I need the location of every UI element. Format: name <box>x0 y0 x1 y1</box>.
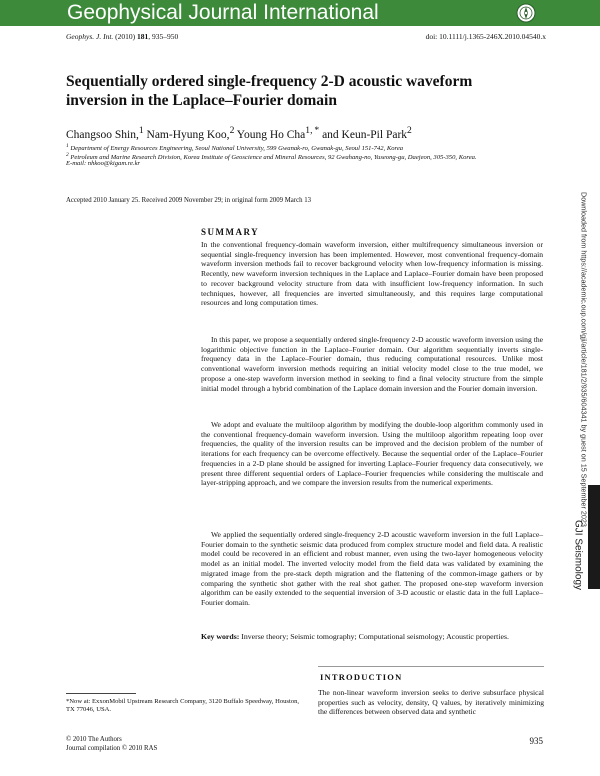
keywords-list: Inverse theory; Seismic tomography; Computational seismology; Acoustic properties. <box>239 632 509 641</box>
affiliation-1: $^1$ Department of Energy Resources Engineering, Seoul National University, 599 Gwanak-ro, Gwanak-gu, Seoul 151-742, Korea <box>66 143 404 153</box>
author-name: Changsoo Shin, <box>66 128 139 141</box>
citation-pages: , 935–950 <box>148 32 179 41</box>
section-label: GJI Seismology <box>572 520 584 591</box>
introduction-heading: INTRODUCTION <box>320 672 403 682</box>
summary-paragraph-3: We adopt and evaluate the multiloop algorithm by modifying the double-loop algorithm commonly used in the conventional frequency-domain waveform inversion. Using the multiloop algorithm repeating loop over frequencies, the quality of the inversion results can be improved and the decision problem of the number of iterations for each frequency can be overcome effectively. Because the sequential order of the Laplace–Fourier frequencies in a 2-D plane should be assigned for inverting Laplace–Fourier frequency data consecutively, we present three different sequential orders of Laplace–Fourier frequencies while considering the multiscale and layer-stripping approach, and we compare the inversion results from the numerical experiments. <box>201 420 543 488</box>
author-list <box>66 125 412 141</box>
citation-year: (2010) <box>115 32 136 41</box>
author-name: Young Ho Cha <box>234 128 306 141</box>
affiliation-2: $^2$ Petroleum and Marine Research Division, Korea Institute of Geoscience and Mineral Resources, 92 Gwahang-no, Yuseong-gu, Daejeon, 305-350, Korea. <box>66 152 477 162</box>
footnote: *Now at: ExxonMobil Upstream Research Company, 3120 Buffalo Speedway, Houston, TX 77046, USA. <box>66 698 300 714</box>
author-name: Nam-Hyung Koo, <box>143 128 230 141</box>
summary-heading: SUMMARY <box>201 227 260 237</box>
article-title: Sequentially ordered single-frequency 2-D acoustic waveform inversion in the Laplace–Fourier domain <box>66 73 473 109</box>
author-affiliation-mark: 1, * <box>305 125 320 136</box>
author-name: and Keun-Pil Park <box>319 128 408 141</box>
doi-link[interactable]: doi: 10.1111/j.1365-246X.2010.04540.x <box>425 32 546 41</box>
introduction-text: The non-linear waveform inversion seeks to derive subsurface physical properties such as velocity, density, Q values, by iteratively minimizing the differences between observed data and synthetic <box>318 688 544 717</box>
download-watermark: Downloaded from https://academic.oup.com/gji/article/181/2/935/604341 by guest on 15 September 2023 <box>579 192 589 527</box>
journal-crest-icon <box>516 3 536 23</box>
summary-paragraph-1: In the conventional frequency-domain waveform inversion, either multifrequency simultaneous inversion or sequential single-frequency inversion has been implemented. However, most conventional frequency-domain waveform inversion methods fail to recover background velocity when low-frequency information is missing. Recently, new waveform inversion techniques in the Laplace and Laplace–Fourier domain have been proposed to recover background velocity structure from data with insufficient low-frequency information. In such techniques, however, all frequencies are inverted simultaneously, and this requires large computational resources and long computation times. <box>201 240 543 308</box>
author-affiliation-mark: 2 <box>407 125 412 136</box>
copyright-block <box>66 736 157 753</box>
citation-volume: 181 <box>137 32 149 41</box>
section-tab <box>588 485 600 589</box>
journal-name: Geophysical Journal International <box>67 1 379 24</box>
journal-abbrev: Geophys. J. Int. <box>66 32 114 41</box>
page-number: 935 <box>529 736 543 746</box>
keywords <box>201 632 543 642</box>
section-divider <box>318 666 544 667</box>
author-affiliation-mark: 2 <box>229 125 235 136</box>
keywords-label: Key words: <box>201 632 240 641</box>
copyright-line: Journal compilation © 2010 RAS <box>66 744 158 752</box>
summary-paragraph-4: We applied the sequentially ordered single-frequency 2-D acoustic waveform inversion in the full Laplace–Fourier domain to the synthetic seismic data produced from complex structure model and field data. A realistic model could be recovered in an efficient and robust manner, even using the two-layer homogeneous velocity model as an initial model. The inverted velocity model from the field data was validated by examining the migrated image from the pre-stack depth migration and the flattening of the common-image gathers or by comparing the synthetic shot gather with the real shot gather. The proposed one-step waveform inversion algorithm can be easily extended to the sequential inversion of 3-D acoustic or elastic data in the full Laplace–Fourier domain. <box>201 530 543 607</box>
summary-paragraph-2: In this paper, we propose a sequentially ordered single-frequency 2-D acoustic waveform inversion using the logarithmic objective function in the Laplace–Fourier domain. Our algorithm sequentially inverts single-frequency data in the Laplace–Fourier domain, thus reducing computational resources. Unlike most conventional waveform inversion methods requiring an initial velocity model close to the true model, we propose a one-step waveform inversion method in seeking to find a final velocity structure from the simple initial model through a hybrid combination of the Laplace domain inversion and the Fourier domain inversion. <box>201 335 543 393</box>
author-email[interactable]: E-mail: nhkoo@kigam.re.kr <box>66 160 141 167</box>
citation-line <box>66 32 178 41</box>
author-affiliation-mark: 1 <box>138 125 144 136</box>
copyright-line: © 2010 The Authors <box>66 736 122 743</box>
accepted-dates: Accepted 2010 January 25. Received 2009 November 29; in original form 2009 March 13 <box>66 197 311 204</box>
footnote-divider <box>66 693 136 694</box>
